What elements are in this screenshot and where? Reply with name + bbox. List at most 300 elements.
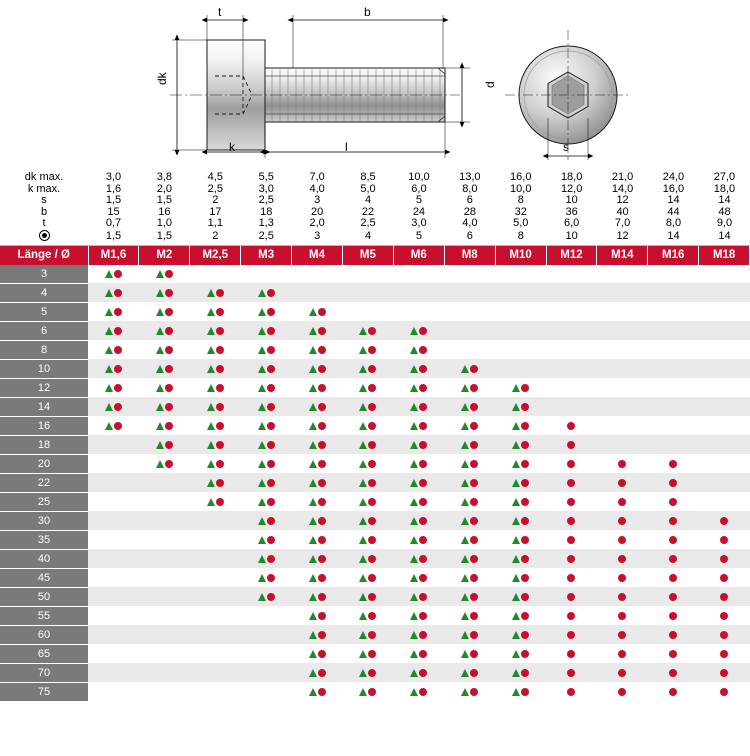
- availability-cell: [699, 302, 750, 321]
- triangle-icon: [461, 384, 469, 392]
- availability-cell: [241, 435, 292, 454]
- triangle-icon: [207, 289, 215, 297]
- availability-cell: [139, 549, 190, 568]
- triangle-icon: [156, 384, 164, 392]
- availability-cell: [241, 682, 292, 701]
- availability-cell: [444, 416, 495, 435]
- availability-cell: [292, 492, 343, 511]
- circle-icon: [267, 498, 275, 506]
- circle-icon: [368, 422, 376, 430]
- triangle-icon: [309, 365, 317, 373]
- availability-cell: [190, 340, 241, 359]
- circle-icon: [267, 422, 275, 430]
- triangle-icon: [461, 593, 469, 601]
- availability-cell: [393, 340, 444, 359]
- circle-icon: [318, 555, 326, 563]
- triangle-icon: [512, 403, 520, 411]
- availability-cell: [495, 302, 546, 321]
- spec-cell: 36: [565, 205, 578, 218]
- availability-cell: [393, 454, 444, 473]
- triangle-icon: [512, 650, 520, 658]
- triangle-icon: [461, 479, 469, 487]
- availability-cell: [444, 587, 495, 606]
- triangle-icon: [309, 536, 317, 544]
- availability-cell: [190, 606, 241, 625]
- row-label-length: 70: [0, 663, 88, 682]
- availability-cell: [241, 454, 292, 473]
- availability-cell: [292, 321, 343, 340]
- triangle-icon: [461, 574, 469, 582]
- circle-icon: [618, 498, 626, 506]
- availability-cell: [597, 587, 648, 606]
- triangle-icon: [105, 270, 113, 278]
- spec-cell: 12: [597, 230, 648, 245]
- availability-cell: [342, 644, 393, 663]
- availability-cell: [139, 682, 190, 701]
- circle-icon: [720, 650, 728, 658]
- spec-cell: 17: [209, 205, 222, 218]
- availability-cell: [597, 359, 648, 378]
- triangle-icon: [258, 384, 266, 392]
- availability-cell: [597, 530, 648, 549]
- spec-cell: 6,0: [564, 217, 580, 230]
- row-label-length: 16: [0, 416, 88, 435]
- availability-cell: [597, 663, 648, 682]
- circle-icon: [618, 593, 626, 601]
- circle-icon: [165, 327, 173, 335]
- triangle-icon: [512, 574, 520, 582]
- availability-cell: [292, 663, 343, 682]
- circle-icon: [669, 479, 677, 487]
- circle-icon: [318, 650, 326, 658]
- availability-cell: [139, 378, 190, 397]
- availability-cell: [292, 416, 343, 435]
- spec-cell: 1,6: [105, 182, 122, 195]
- availability-cell: [241, 473, 292, 492]
- circle-icon: [267, 441, 275, 449]
- availability-cell: [342, 378, 393, 397]
- circle-icon: [521, 669, 529, 677]
- availability-cell: [88, 435, 139, 454]
- availability-cell: [139, 359, 190, 378]
- col-header-m5: M5: [342, 246, 393, 265]
- circle-icon: [567, 536, 575, 544]
- availability-cell: [190, 473, 241, 492]
- triangle-icon: [512, 669, 520, 677]
- availability-cell: [546, 378, 597, 397]
- triangle-icon: [461, 555, 469, 563]
- circle-icon: [567, 555, 575, 563]
- circle-icon: [419, 555, 427, 563]
- spec-row-label: dk max.: [24, 171, 64, 183]
- circle-icon: [368, 441, 376, 449]
- triangle-icon: [461, 422, 469, 430]
- triangle-icon: [105, 384, 113, 392]
- availability-cell: [597, 473, 648, 492]
- triangle-icon: [156, 460, 164, 468]
- availability-cell: [546, 606, 597, 625]
- circle-icon: [419, 631, 427, 639]
- circle-icon: [216, 308, 224, 316]
- availability-cell: [342, 606, 393, 625]
- spec-cell: 2,0: [309, 217, 325, 230]
- availability-cell: [546, 473, 597, 492]
- circle-icon: [669, 593, 677, 601]
- triangle-icon: [156, 422, 164, 430]
- triangle-icon: [359, 669, 367, 677]
- circle-icon: [267, 574, 275, 582]
- availability-cell: [495, 397, 546, 416]
- circle-icon: [618, 669, 626, 677]
- col-header-m10: M10: [495, 246, 546, 265]
- triangle-icon: [359, 593, 367, 601]
- triangle-icon: [309, 517, 317, 525]
- table-row: [0, 549, 750, 568]
- circle-icon: [318, 346, 326, 354]
- triangle-icon: [461, 536, 469, 544]
- availability-cell: [241, 378, 292, 397]
- table-row: [0, 359, 750, 378]
- spec-cell: 1,5: [88, 230, 139, 245]
- triangle-icon: [359, 574, 367, 582]
- triangle-icon: [207, 498, 215, 506]
- circle-icon: [318, 536, 326, 544]
- spec-cell: 8,0: [665, 217, 682, 230]
- availability-cell: [393, 587, 444, 606]
- availability-cell: [88, 454, 139, 473]
- spec-cell: 8: [517, 194, 524, 207]
- availability-cell: [139, 283, 190, 302]
- availability-cell: [597, 321, 648, 340]
- availability-cell: [546, 530, 597, 549]
- circle-icon: [470, 384, 478, 392]
- availability-cell: [444, 568, 495, 587]
- spec-cell: 22: [361, 205, 375, 218]
- triangle-icon: [309, 498, 317, 506]
- table-row: [0, 302, 750, 321]
- spec-cell: 5,0: [360, 182, 376, 195]
- triangle-icon: [309, 593, 317, 601]
- circle-icon: [618, 536, 626, 544]
- drawing-svg: [0, 0, 750, 172]
- triangle-icon: [156, 327, 164, 335]
- triangle-icon: [461, 517, 469, 525]
- spec-cell: 2,5: [360, 217, 376, 230]
- circle-icon: [216, 422, 224, 430]
- availability-cell: [88, 492, 139, 511]
- availability-cell: [648, 625, 699, 644]
- availability-cell: [597, 435, 648, 454]
- spec-cell: 16,0: [510, 171, 532, 183]
- availability-cell: [88, 340, 139, 359]
- spec-cell: 24,0: [662, 171, 685, 183]
- availability-cell: [546, 587, 597, 606]
- availability-cell: [648, 321, 699, 340]
- availability-cell: [495, 473, 546, 492]
- availability-cell: [648, 454, 699, 473]
- availability-cell: [495, 663, 546, 682]
- circle-icon: [521, 479, 529, 487]
- table-row: [0, 492, 750, 511]
- availability-cell: [597, 454, 648, 473]
- circle-icon: [669, 460, 677, 468]
- availability-cell: [393, 682, 444, 701]
- triangle-icon: [410, 403, 418, 411]
- triangle-icon: [105, 346, 113, 354]
- triangle-icon: [105, 308, 113, 316]
- triangle-icon: [359, 612, 367, 620]
- availability-cell: [444, 265, 495, 284]
- spec-cell: 24: [412, 205, 426, 218]
- availability-cell: [495, 435, 546, 454]
- availability-cell: [444, 454, 495, 473]
- triangle-icon: [258, 308, 266, 316]
- triangle-icon: [258, 555, 266, 563]
- availability-cell: [444, 492, 495, 511]
- circle-icon: [318, 308, 326, 316]
- circle-icon: [470, 593, 478, 601]
- circle-icon: [368, 517, 376, 525]
- triangle-icon: [512, 479, 520, 487]
- spec-cell: 3,8: [156, 171, 173, 183]
- row-label-length: 45: [0, 568, 88, 587]
- circle-icon: [318, 517, 326, 525]
- availability-cell: [546, 549, 597, 568]
- triangle-icon: [105, 327, 113, 335]
- availability-cell: [241, 302, 292, 321]
- circle-icon: [368, 593, 376, 601]
- circle-icon: [470, 536, 478, 544]
- triangle-icon: [309, 403, 317, 411]
- triangle-icon: [410, 517, 418, 525]
- spec-cell: 48: [718, 205, 731, 218]
- availability-cell: [699, 265, 750, 284]
- circle-icon: [216, 479, 224, 487]
- table-row: [0, 473, 750, 492]
- availability-cell: [342, 435, 393, 454]
- circle-icon: [368, 631, 376, 639]
- availability-cell: [292, 530, 343, 549]
- availability-cell: [190, 644, 241, 663]
- availability-cell: [495, 587, 546, 606]
- triangle-icon: [461, 650, 469, 658]
- availability-cell: [393, 568, 444, 587]
- spec-cell: 1,5: [156, 194, 173, 207]
- availability-cell: [342, 682, 393, 701]
- triangle-icon: [258, 574, 266, 582]
- availability-cell: [342, 625, 393, 644]
- triangle-icon: [105, 422, 113, 430]
- circle-icon: [521, 688, 529, 696]
- spec-cell: 21,0: [611, 171, 634, 183]
- circle-icon: [216, 384, 224, 392]
- triangle-icon: [359, 688, 367, 696]
- circle-icon: [567, 688, 575, 696]
- triangle-icon: [410, 536, 418, 544]
- availability-cell: [190, 378, 241, 397]
- circle-icon: [368, 555, 376, 563]
- circle-icon: [165, 346, 173, 354]
- availability-cell: [495, 340, 546, 359]
- availability-cell: [699, 587, 750, 606]
- triangle-icon: [410, 441, 418, 449]
- circle-icon: [470, 612, 478, 620]
- triangle-icon: [410, 612, 418, 620]
- circle-icon: [521, 384, 529, 392]
- availability-cell: [393, 435, 444, 454]
- circle-icon: [368, 688, 376, 696]
- availability-cell: [292, 283, 343, 302]
- availability-cell: [648, 530, 699, 549]
- circle-icon: [318, 327, 326, 335]
- availability-cell: [241, 663, 292, 682]
- row-label-length: 8: [0, 340, 88, 359]
- availability-cell: [648, 587, 699, 606]
- availability-cell: [342, 359, 393, 378]
- availability-cell: [699, 473, 750, 492]
- circle-icon: [368, 574, 376, 582]
- availability-cell: [88, 321, 139, 340]
- availability-cell: [699, 321, 750, 340]
- spec-cell: 2,5: [207, 182, 223, 195]
- circle-icon: [618, 555, 626, 563]
- circle-icon: [618, 612, 626, 620]
- circle-icon: [567, 650, 575, 658]
- row-label-length: 55: [0, 606, 88, 625]
- spec-cell: 10: [565, 194, 578, 207]
- circle-icon: [618, 631, 626, 639]
- availability-cell: [292, 568, 343, 587]
- availability-cell: [190, 663, 241, 682]
- row-label-length: 10: [0, 359, 88, 378]
- circle-icon: [720, 555, 728, 563]
- spec-cell: 18,0: [713, 182, 736, 195]
- triangle-icon: [156, 308, 164, 316]
- triangle-icon: [309, 669, 317, 677]
- availability-cell: [292, 265, 343, 284]
- availability-cell: [648, 378, 699, 397]
- availability-cell: [648, 397, 699, 416]
- row-label-length: 3: [0, 265, 88, 284]
- availability-cell: [444, 530, 495, 549]
- triangle-icon: [512, 460, 520, 468]
- spec-cell: 7,0: [309, 171, 325, 183]
- availability-cell: [495, 321, 546, 340]
- availability-cell: [495, 606, 546, 625]
- availability-cell: [88, 416, 139, 435]
- circle-icon: [419, 593, 427, 601]
- availability-cell: [241, 492, 292, 511]
- circle-icon: [114, 308, 122, 316]
- spec-cell: 14,0: [611, 182, 634, 195]
- availability-cell: [139, 435, 190, 454]
- availability-cell: [597, 492, 648, 511]
- circle-icon: [318, 574, 326, 582]
- availability-cell: [292, 549, 343, 568]
- circle-icon: [165, 270, 173, 278]
- circle-icon: [267, 555, 275, 563]
- spec-row-label: b: [40, 205, 48, 218]
- circle-icon: [720, 517, 728, 525]
- availability-cell: [139, 397, 190, 416]
- circle-icon: [470, 498, 478, 506]
- table-row: [0, 321, 750, 340]
- circle-icon: [618, 479, 626, 487]
- triangle-icon: [309, 422, 317, 430]
- circle-icon: [419, 422, 427, 430]
- availability-cell: [88, 682, 139, 701]
- availability-cell: [546, 397, 597, 416]
- triangle-icon: [410, 498, 418, 506]
- circle-icon: [419, 517, 427, 525]
- circle-icon: [567, 574, 575, 582]
- spec-cell: 8,5: [360, 171, 376, 183]
- availability-cell: [292, 625, 343, 644]
- availability-cell: [342, 321, 393, 340]
- spec-cell: 20: [311, 205, 324, 218]
- triangle-icon: [410, 555, 418, 563]
- circle-icon: [567, 479, 575, 487]
- availability-cell: [241, 359, 292, 378]
- table-row: [0, 397, 750, 416]
- triangle-icon: [512, 517, 520, 525]
- availability-cell: [597, 265, 648, 284]
- availability-cell: [241, 530, 292, 549]
- triangle-icon: [410, 574, 418, 582]
- triangle-icon: [461, 403, 469, 411]
- col-header-m1_6: M1,6: [88, 246, 139, 265]
- dim-label-t: t: [218, 5, 222, 19]
- table-row: [0, 511, 750, 530]
- availability-cell: [444, 340, 495, 359]
- availability-cell: [241, 416, 292, 435]
- circle-icon: [419, 441, 427, 449]
- circle-icon: [368, 498, 376, 506]
- availability-cell: [139, 511, 190, 530]
- circle-icon: [618, 688, 626, 696]
- circle-icon: [165, 289, 173, 297]
- triangle-icon: [359, 327, 367, 335]
- availability-cell: [495, 265, 546, 284]
- availability-cell: [699, 530, 750, 549]
- availability-cell: [648, 568, 699, 587]
- circle-icon: [165, 365, 173, 373]
- triangle-icon: [258, 498, 266, 506]
- triangle-icon: [359, 346, 367, 354]
- triangle-icon: [309, 479, 317, 487]
- availability-cell: [495, 682, 546, 701]
- dim-label-s: s: [563, 140, 569, 154]
- availability-cell: [699, 340, 750, 359]
- availability-cell: [444, 302, 495, 321]
- col-header-m12: M12: [546, 246, 597, 265]
- triangle-icon: [461, 498, 469, 506]
- spec-table: [0, 172, 750, 246]
- availability-cell: [88, 606, 139, 625]
- circle-icon: [567, 422, 575, 430]
- triangle-icon: [258, 441, 266, 449]
- circle-icon: [419, 384, 427, 392]
- triangle-icon: [309, 460, 317, 468]
- circle-icon: [368, 612, 376, 620]
- availability-cell: [699, 625, 750, 644]
- triangle-icon: [359, 403, 367, 411]
- availability-cell: [393, 606, 444, 625]
- spec-cell: 3,0: [105, 171, 122, 183]
- availability-cell: [648, 663, 699, 682]
- dim-label-d: d: [483, 81, 497, 88]
- circle-icon: [470, 365, 478, 373]
